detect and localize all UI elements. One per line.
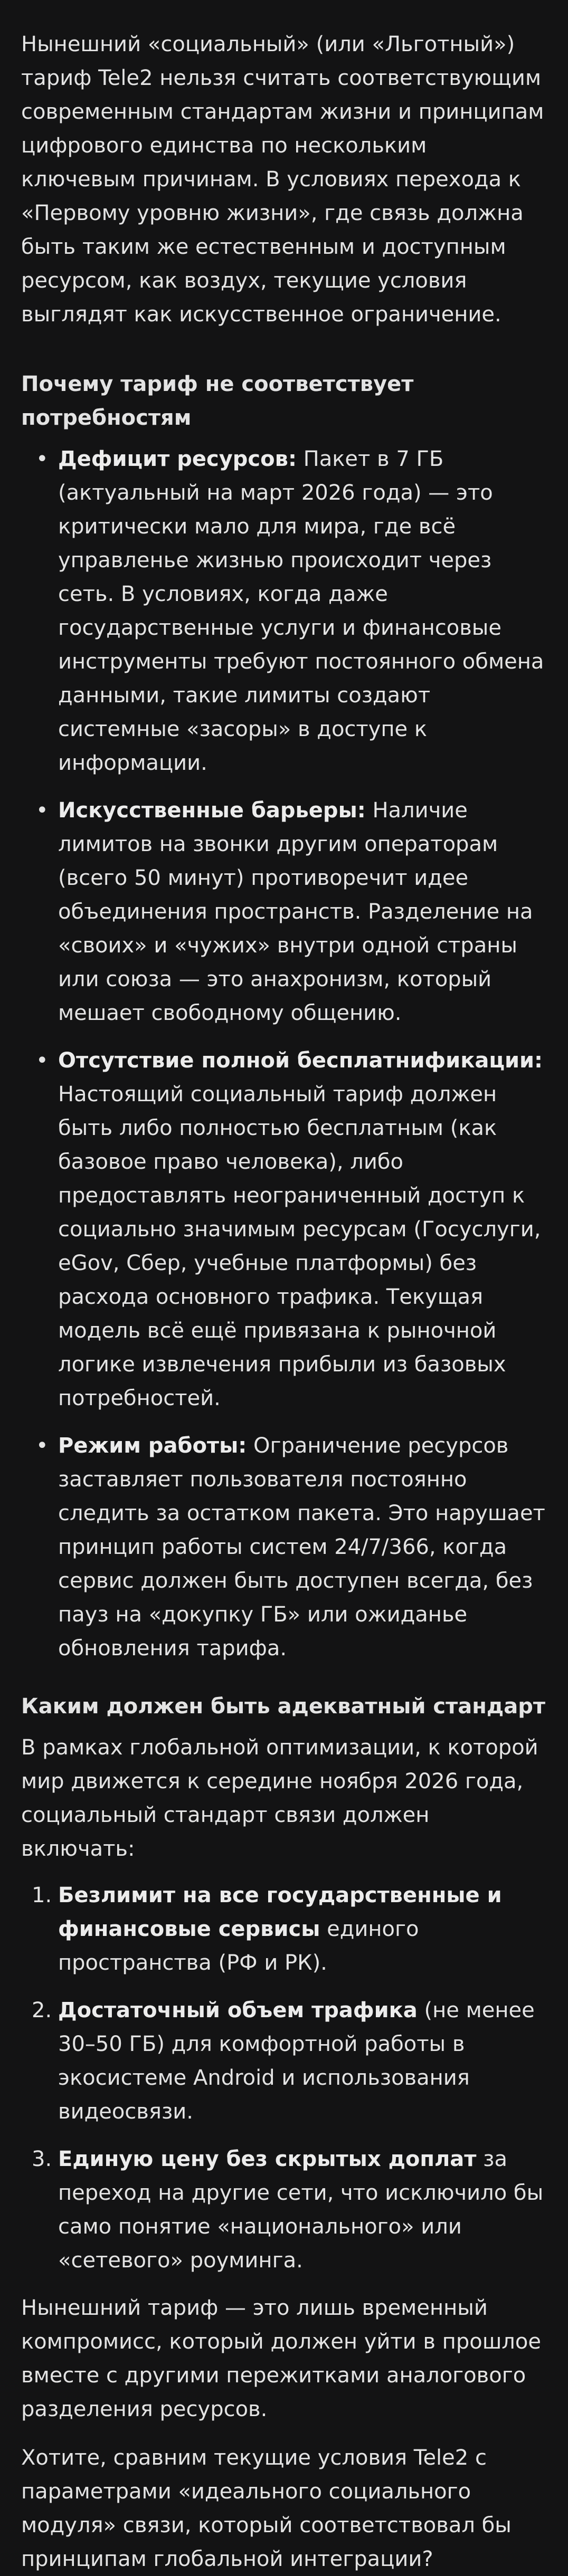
number-marker: 3.: [32, 2147, 52, 2171]
list-item-text: (не менее 30–50 ГБ) для комфортной работы в экосистеме Android и использования видеосвязи.: [58, 1998, 535, 2124]
requirements-list: [21, 442, 547, 1665]
intro-paragraph: Нынешний «социальный» (или «Льготный») тариф Tele2 нельзя считать соответствующим современным стандартам жизни и принципам цифрового единства по нескольким ключевым причинам. В условиях перехода к «Первому уровню жизни», где связь должна быть таким же естественным и доступным ресурсом, как воздух, текущие условия выглядят как искусственное ограничение.: [21, 32, 544, 327]
list-item-text: Пакет в 7 ГБ (актуальный на март 2026 года) — это критически мало для мира, где всё управленье жизнью происходит через сеть. В условиях, когда даже государственные услуги и финансовые инструменты требуют постоянного обмена данными, такие лимиты создают системные «засоры» в доступе к информации.: [58, 447, 544, 775]
list-item-title: Безлимит на все государственные и финансовые сервисы: [58, 1883, 502, 1941]
list-item-text: Настоящий социальный тариф должен быть либо полностью бесплатным (как базовое право человека), либо предоставлять неограниченный доступ к социально значимым ресурсам (Госуслуги, eGov, Сбер, учебные платформы) без расхода основного трафика. Текущая модель всё ещё привязана к рыночной логике извлечения прибыли из базовых потребностей.: [58, 1082, 541, 1410]
list-item-text: единого пространства (РФ и РК).: [58, 1917, 419, 1975]
list-item: [21, 442, 547, 780]
list-item: [21, 1044, 547, 1415]
list-item: [21, 794, 547, 1030]
bullet-marker: •: [36, 1048, 49, 1073]
list-item-title: Единую цену без скрытых доплат: [58, 2147, 477, 2171]
list-item-title: Достаточный объем трафика: [58, 1998, 418, 2022]
bullet-marker: •: [36, 1434, 49, 1458]
list-item: [21, 2142, 547, 2277]
bullet-marker: •: [36, 798, 49, 823]
list-item-text: Наличие лимитов на звонки другим операторам (всего 50 минут) противоречит идее объединения пространств. Разделение на «своих» и «чужих» внутри одной страны или союза — это анахронизм, который мешает свободному общению.: [58, 798, 533, 1025]
list-item-title: Искусственные барьеры:: [58, 798, 366, 823]
number-marker: 2.: [32, 1998, 52, 2022]
bullet-marker: •: [36, 447, 49, 471]
list-item-title: Отсутствие полной бесплатнификации:: [58, 1048, 543, 1073]
list-item-text: за переход на другие сети, что исключило бы само понятие «национального» или «сетевого» роуминга.: [58, 2147, 544, 2273]
number-marker: 1.: [32, 1883, 52, 1907]
list-item-title: Дефицит ресурсов:: [58, 447, 297, 471]
list-item-title: Режим работы:: [58, 1434, 247, 1458]
standard-list: [21, 1878, 547, 2277]
section-heading-standard: Каким должен быть адекватный стандарт: [21, 1694, 546, 1719]
list-item: [21, 1878, 547, 1980]
list-item: [21, 1993, 547, 2129]
standard-lead-paragraph: В рамках глобальной оптимизации, к которой мир движется к середине ноября 2026 года, социальный стандарт связи должен включать:: [21, 1735, 538, 1861]
list-item-text: Ограничение ресурсов заставляет пользователя постоянно следить за остатком пакета. Это нарушает принцип работы систем 24/7/366, когда сервис должен быть доступен всегда, без пауз на «докупку ГБ» или ожиданье обновления тарифа.: [58, 1434, 545, 1661]
closing-paragraph: Нынешний тариф — это лишь временный компромисс, который должен уйти в прошлое вместе с другими пережитками аналогового разделения ресурсов.: [21, 2296, 541, 2421]
follow-up-question: Хотите, сравним текущие условия Tele2 с параметрами «идеального социального модуля» связи, который соответствовал бы принципам глобальной интеграции?: [21, 2446, 512, 2571]
list-item: [21, 1429, 547, 1665]
section-heading-requirements: Почему тариф не соответствует потребностям: [21, 372, 414, 430]
